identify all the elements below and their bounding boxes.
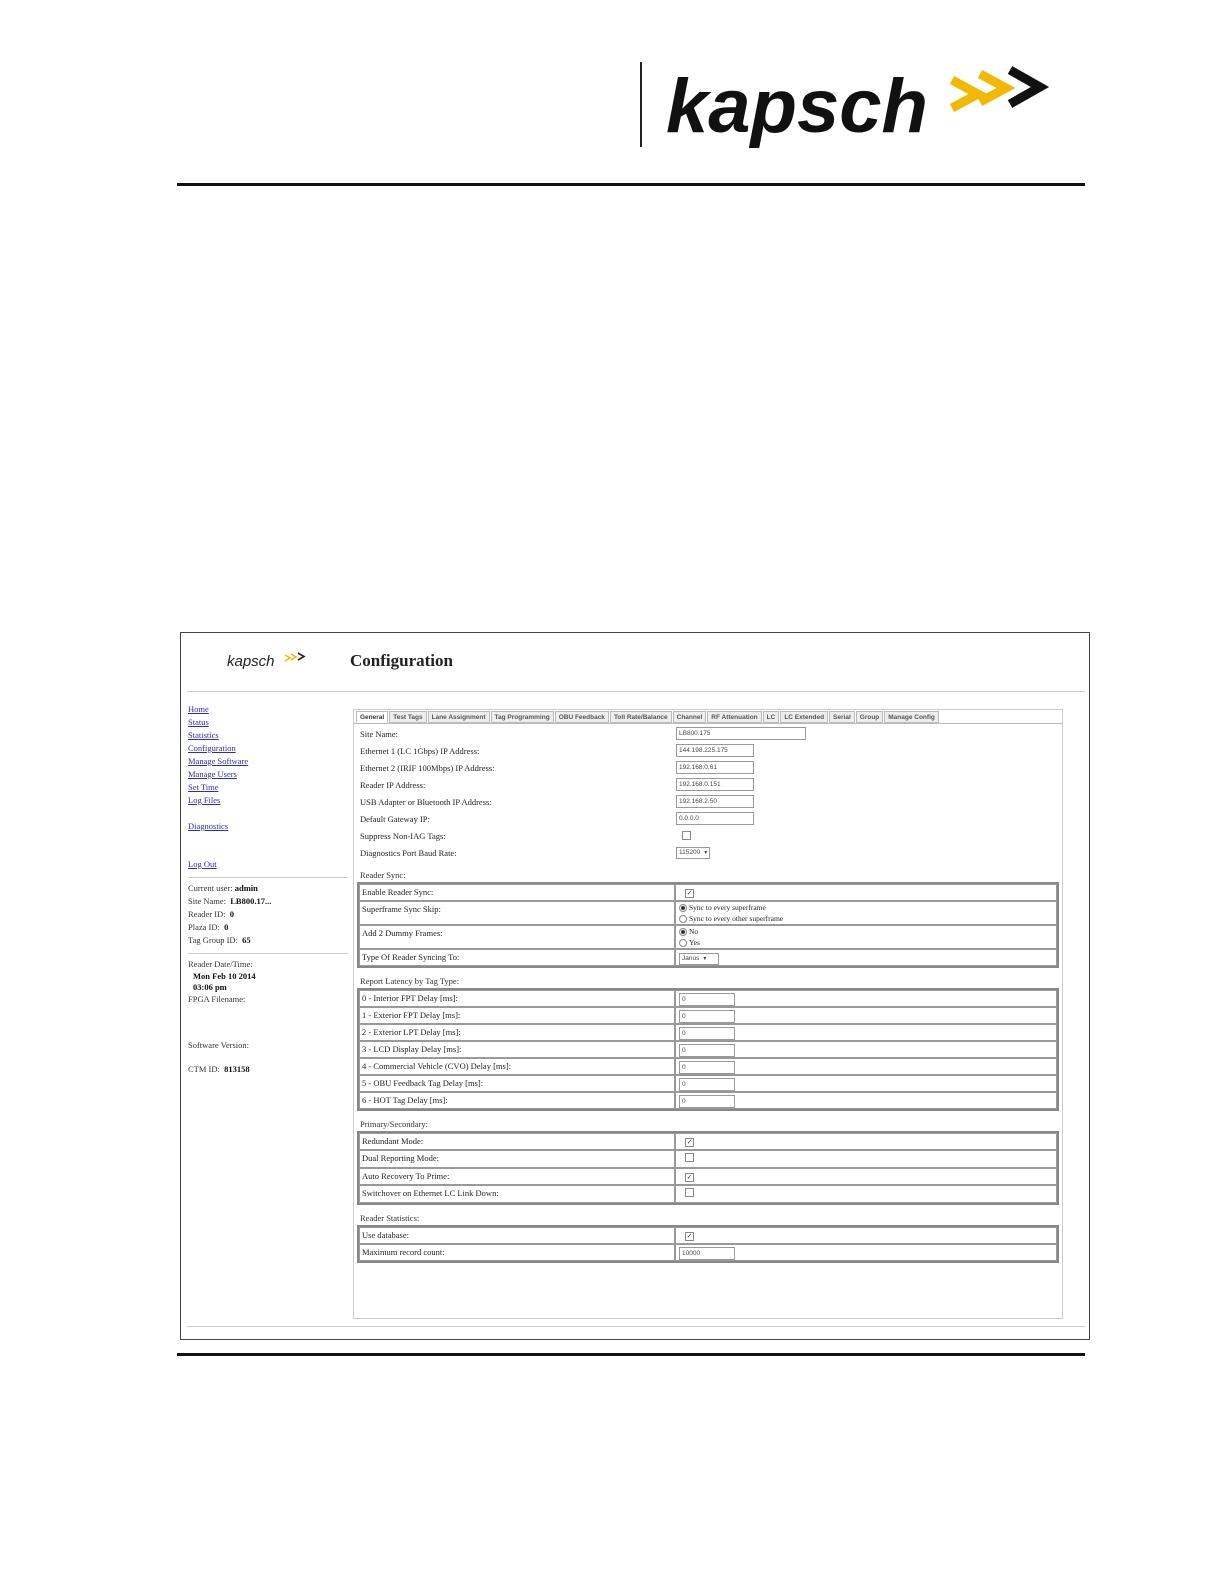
dummy-option-no[interactable]: No [679, 926, 1054, 937]
enable-sync-label: Enable Reader Sync: [359, 884, 675, 901]
nav-log-files[interactable]: Log Files [188, 795, 221, 805]
app-screenshot [180, 632, 1090, 1340]
baud-rate-select[interactable]: 115200 ▾ [676, 847, 710, 859]
auto-recovery-checkbox[interactable]: ✓ [686, 1173, 693, 1181]
reader-ip-input[interactable]: 192.168.0.151 [676, 778, 754, 791]
latency-input[interactable]: 0 [679, 1078, 735, 1091]
switchover-checkbox[interactable] [685, 1188, 694, 1197]
tab-serial[interactable]: Serial [829, 711, 855, 723]
chevron-down-icon: ▾ [704, 850, 708, 856]
tab-obu-feedback[interactable]: OBU Feedback [555, 711, 609, 723]
latency-title: Report Latency by Tag Type: [360, 976, 460, 986]
dummy-frames-label: Add 2 Dummy Frames: [359, 925, 675, 949]
usb-ip-label: USB Adapter or Bluetooth IP Address: [360, 797, 492, 807]
tab-lc-extended[interactable]: LC Extended [780, 711, 828, 723]
latency-label: 4 - Commercial Vehicle (CVO) Delay [ms]: [359, 1058, 675, 1075]
page-title: Configuration [350, 651, 453, 670]
app-logo-arrows-icon [285, 653, 304, 661]
radio-selected-icon [679, 904, 687, 912]
primary-secondary-title: Primary/Secondary: [360, 1119, 428, 1129]
skip-label: Superframe Sync Skip: [359, 901, 675, 925]
latency-input[interactable]: 0 [679, 993, 735, 1006]
auto-recovery-label: Auto Recovery To Prime: [359, 1168, 675, 1185]
header-rule [177, 183, 1085, 186]
footer-separator [187, 1326, 1085, 1327]
nav-log-out[interactable]: Log Out [188, 859, 217, 869]
kapsch-logo [664, 60, 1074, 150]
nav-configuration[interactable]: Configuration [188, 743, 236, 753]
latency-label: 5 - OBU Feedback Tag Delay [ms]: [359, 1075, 675, 1092]
sidebar [188, 703, 348, 1076]
config-panel [353, 709, 1063, 1319]
latency-input[interactable]: 0 [679, 1061, 735, 1074]
nav-home[interactable]: Home [188, 704, 209, 714]
reader-statistics-table [357, 1225, 1059, 1263]
current-user: Current user: admin [188, 883, 258, 893]
reader-ip-label: Reader IP Address: [360, 780, 426, 790]
tab-test-tags[interactable]: Test Tags [389, 711, 426, 723]
nav-status[interactable]: Status [188, 717, 209, 727]
eth1-ip-input[interactable]: 144.198.225.175 [676, 744, 754, 757]
skip-option-every-other[interactable]: Sync to every other superframe [679, 913, 1054, 924]
suppress-label: Suppress Non-IAG Tags: [360, 831, 446, 841]
tab-lane-assignment[interactable]: Lane Assignment [428, 711, 490, 723]
site-name-info: Site Name: LB800.17... [188, 896, 272, 906]
enable-sync-checkbox[interactable]: ✓ [686, 889, 693, 897]
latency-input[interactable]: 0 [679, 1095, 735, 1108]
chevron-down-icon: ▾ [703, 956, 707, 962]
reader-sync-table [357, 882, 1059, 968]
latency-input[interactable]: 0 [679, 1010, 735, 1023]
site-name-label: Site Name: [360, 729, 399, 739]
dual-reporting-label: Dual Reporting Mode: [359, 1150, 675, 1168]
skip-option-every[interactable]: Sync to every superframe [679, 902, 1054, 913]
latency-table [357, 988, 1059, 1111]
use-database-label: Use database: [359, 1227, 675, 1244]
sync-type-select[interactable]: Janus ▾ [679, 953, 719, 965]
redundant-checkbox[interactable]: ✓ [686, 1138, 693, 1146]
reader-id-info: Reader ID: 0 [188, 909, 235, 919]
latency-label: 0 - Interior FPT Delay [ms]: [359, 990, 675, 1007]
latency-label: 6 - HOT Tag Delay [ms]: [359, 1092, 675, 1109]
radio-selected-icon [679, 928, 687, 936]
ctm-id-info: CTM ID: 813158 [188, 1064, 250, 1074]
tab-toll-rate-balance[interactable]: Toll Rate/Balance [610, 711, 672, 723]
general-form [357, 726, 1061, 1263]
latency-input[interactable]: 0 [679, 1044, 735, 1057]
sidebar-divider [188, 877, 348, 878]
max-record-label: Maximum record count: [359, 1244, 675, 1261]
nav-set-time[interactable]: Set Time [188, 782, 219, 792]
logo-wordmark: kapsch [666, 64, 928, 149]
tag-group-info: Tag Group ID: 65 [188, 935, 251, 945]
tab-channel[interactable]: Channel [673, 711, 707, 723]
footer-rule [177, 1353, 1085, 1356]
header-separator [187, 691, 1085, 692]
eth2-label: Ethernet 2 (IRIF 100Mbps) IP Address: [360, 763, 495, 773]
reader-sync-title: Reader Sync: [360, 870, 406, 880]
suppress-non-iag-checkbox[interactable] [682, 831, 691, 840]
max-record-input[interactable]: 10000 [679, 1247, 735, 1260]
nav-manage-users[interactable]: Manage Users [188, 769, 237, 779]
svg-text:kapsch: kapsch [227, 653, 275, 670]
nav-manage-software[interactable]: Manage Software [188, 756, 249, 766]
radio-icon [679, 939, 687, 947]
nav-statistics[interactable]: Statistics [188, 730, 219, 740]
reader-date: Mon Feb 10 2014 [193, 971, 256, 981]
tab-rf-attenuation[interactable]: RF Attenuation [707, 711, 761, 723]
radio-icon [679, 915, 687, 923]
latency-label: 1 - Exterior FPT Delay [ms]: [359, 1007, 675, 1024]
tab-tag-programming[interactable]: Tag Programming [491, 711, 554, 723]
fpga-filename-label: FPGA Filename: [188, 994, 246, 1004]
nav-diagnostics[interactable]: Diagnostics [188, 821, 229, 831]
plaza-id-info: Plaza ID: 0 [188, 922, 229, 932]
tab-group[interactable]: Group [856, 711, 884, 723]
tab-underline [354, 723, 1062, 724]
eth1-label: Ethernet 1 (LC 1Gbps) IP Address: [360, 746, 480, 756]
reader-date-label: Reader Date/Time: [188, 959, 253, 969]
dual-reporting-checkbox[interactable] [685, 1153, 694, 1162]
logo-arrows-icon [952, 70, 1040, 108]
app-logo [227, 649, 317, 673]
latency-label: 2 - Exterior LPT Delay [ms]: [359, 1024, 675, 1041]
latency-label: 3 - LCD Display Delay [ms]: [359, 1041, 675, 1058]
baud-label: Diagnostics Port Baud Rate: [360, 848, 457, 858]
reader-time: 03:06 pm [193, 982, 227, 992]
switchover-label: Switchover on Ethernet LC Link Down: [359, 1185, 675, 1203]
eth2-ip-input[interactable]: 192.168.0.61 [676, 761, 754, 774]
tab-general[interactable]: General [356, 711, 388, 723]
gateway-label: Default Gateway IP: [360, 814, 430, 824]
tab-lc[interactable]: LC [763, 711, 780, 723]
site-name-input[interactable]: LB800.175 [676, 727, 806, 740]
tab-manage-config[interactable]: Manage Config [884, 711, 939, 723]
usb-ip-input[interactable]: 192.168.2.50 [676, 795, 754, 808]
use-database-checkbox[interactable]: ✓ [686, 1232, 693, 1240]
sync-type-label: Type Of Reader Syncing To: [359, 949, 675, 966]
config-tabs [356, 711, 940, 723]
redundant-label: Redundant Mode: [359, 1133, 675, 1150]
reader-statistics-title: Reader Statistics: [360, 1213, 420, 1223]
software-version-label: Software Version: [188, 1040, 249, 1050]
dummy-option-yes[interactable]: Yes [679, 937, 1054, 948]
latency-input[interactable]: 0 [679, 1027, 735, 1040]
header-divider [640, 62, 642, 147]
gateway-ip-input[interactable]: 0.0.0.0 [676, 812, 754, 825]
primary-secondary-table [357, 1131, 1059, 1205]
sidebar-divider [188, 953, 348, 954]
